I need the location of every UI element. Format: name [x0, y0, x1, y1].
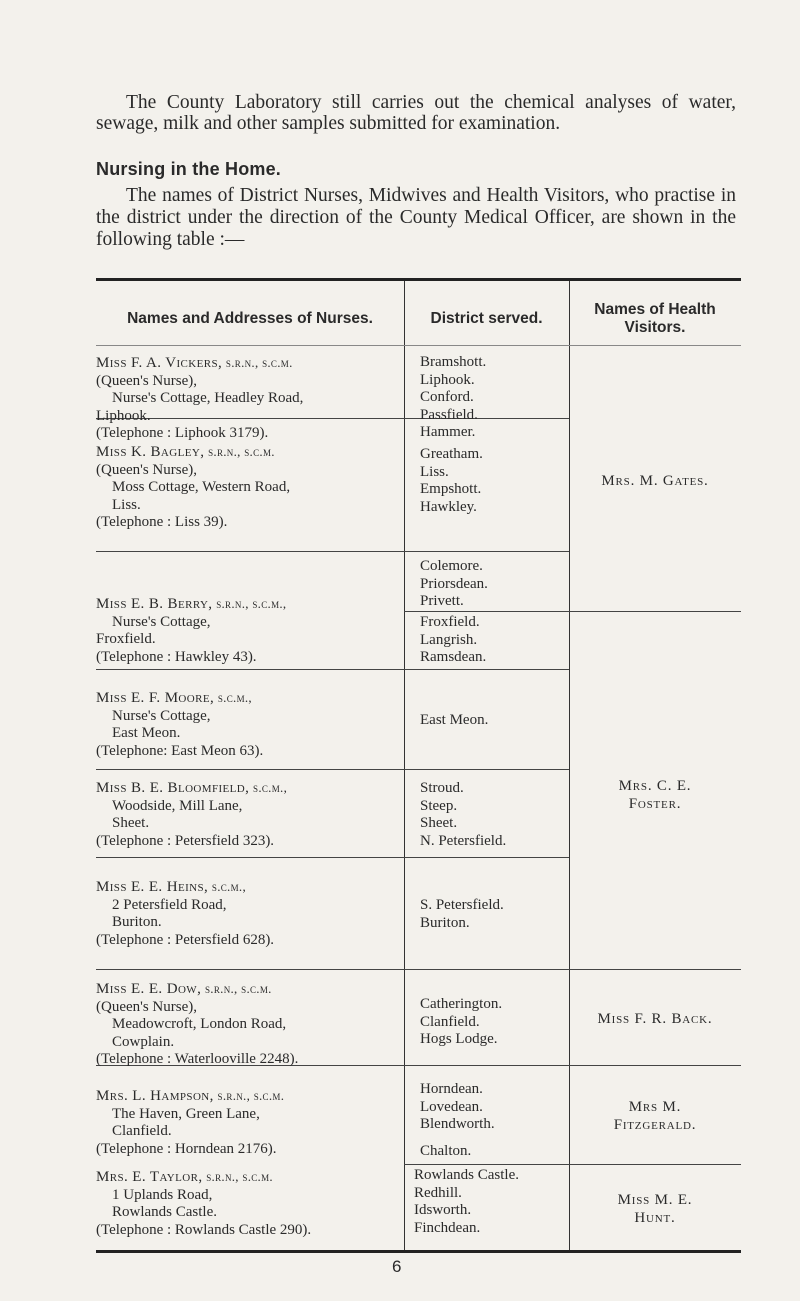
column-divider-1: [404, 281, 405, 1251]
health-visitor-line: Hunt.: [634, 1210, 676, 1226]
nurse-line: Cowplain.: [112, 1033, 175, 1050]
nurse-entry-1: [96, 332, 404, 443]
district-line: East Meon.: [420, 712, 489, 728]
nurse-name: Miss B. E. Bloomfield,: [96, 780, 250, 796]
district-separator-8: [404, 1065, 741, 1066]
health-visitor-line: Foster.: [628, 796, 682, 812]
nurse-line: (Telephone : Liphook 3179).: [96, 425, 269, 441]
nurse-qualifications: s.r.n., s.c.m.: [225, 355, 293, 370]
nurse-qualifications: s.r.n., s.c.m.: [204, 981, 272, 996]
nurse-entry-2: [96, 443, 404, 532]
district-line: Ramsdean.: [420, 649, 487, 665]
health-visitor-2: [569, 777, 741, 813]
district-line: Redhill.: [414, 1184, 462, 1201]
nurse-line: 1 Uplands Road,: [112, 1186, 213, 1203]
header-nurses: Names and Addresses of Nurses.: [127, 310, 373, 327]
nurse-name: Miss K. Bagley,: [96, 444, 205, 460]
nurse-qualifications: s.c.m.,: [217, 690, 252, 705]
district-line: Passfield.: [420, 406, 478, 423]
district-line: Bramshott.: [420, 354, 487, 370]
intro-text: [96, 92, 736, 134]
nurse-name: Miss E. B. Berry,: [96, 596, 213, 612]
district-group-11: [414, 1167, 519, 1237]
district-line: Rowlands Castle.: [414, 1167, 519, 1183]
nurse-line: Meadowcroft, London Road,: [112, 1016, 287, 1032]
nurse-name: Mrs. L. Hampson,: [96, 1088, 214, 1104]
nurse-line: Nurse's Cottage,: [112, 613, 211, 630]
nurse-entry-3: [96, 595, 404, 666]
district-line: Privett.: [420, 593, 464, 609]
nurse-entry-8: [96, 1087, 404, 1158]
nurse-line: Woodside, Mill Lane,: [112, 797, 243, 814]
nurse-line: (Telephone : Horndean 2176).: [96, 1140, 277, 1157]
district-line: Clanfield.: [420, 1013, 480, 1030]
nurse-line: Nurse's Cottage, Headley Road,: [112, 390, 304, 406]
section-text: [96, 185, 736, 251]
district-line: Conford.: [420, 389, 474, 405]
district-separator-6: [404, 857, 569, 858]
district-group-10: [420, 1143, 471, 1161]
header-visitors-line-2: Visitors.: [624, 319, 686, 336]
nurse-entry-6: [96, 878, 404, 949]
nurse-line: 2 Petersfield Road,: [112, 896, 227, 913]
district-line: Hammer.: [420, 424, 476, 440]
district-separator-3: [404, 611, 741, 612]
district-line: Buriton.: [420, 914, 470, 931]
nurse-line: (Telephone : Hawkley 43).: [96, 648, 257, 665]
nurse-qualifications: s.r.n., s.c.m.: [206, 1169, 273, 1184]
district-line: Liss.: [420, 463, 449, 480]
district-separator-5: [404, 769, 569, 770]
district-line: Liphook.: [420, 371, 475, 388]
nurse-line: Liss.: [112, 496, 141, 513]
nurse-entry-7: [96, 980, 404, 1069]
header-visitors-line-1: Names of Health: [594, 301, 716, 318]
district-line: Colemore.: [420, 558, 483, 574]
nurse-line: (Queen's Nurse),: [96, 998, 198, 1015]
district-group-5: [420, 712, 488, 730]
district-separator-7: [404, 969, 741, 970]
nurse-entry-4: [96, 689, 404, 760]
district-group-3: [420, 558, 488, 611]
nurse-line: Sheet.: [112, 815, 150, 831]
district-line: Blendworth.: [420, 1116, 495, 1132]
health-visitor-line: Miss M. E.: [617, 1192, 693, 1208]
section-heading: Nursing in the Home.: [96, 159, 282, 179]
nurse-separator-2: [96, 551, 404, 552]
district-line: N. Petersfield.: [420, 832, 507, 849]
district-line: Stroud.: [420, 780, 464, 796]
district-group-4: [420, 614, 486, 667]
district-separator-4: [404, 669, 569, 670]
nurse-entry-5: [96, 779, 404, 850]
health-visitor-3: [569, 1010, 741, 1028]
district-line: Idsworth.: [414, 1202, 472, 1218]
section-paragraph: The names of District Nurses, Midwives and Health Visitors, who practise in the district under the direction of the County Medical Officer, are shown in the following table :—: [96, 185, 736, 250]
health-visitor-1: [569, 472, 741, 490]
table-top-rule: [96, 278, 741, 281]
district-line: Catherington.: [420, 996, 503, 1012]
nurse-name: Miss E. E. Heins,: [96, 879, 209, 895]
nurse-line: East Meon.: [112, 725, 181, 741]
district-line: Chalton.: [420, 1143, 472, 1159]
district-line: Sheet.: [420, 815, 458, 831]
district-line: Hawkley.: [420, 498, 477, 515]
district-line: Priorsdean.: [420, 575, 488, 592]
health-visitor-4: [569, 1098, 741, 1134]
nurse-line: Moss Cottage, Western Road,: [112, 479, 291, 495]
nurse-line: Rowlands Castle.: [112, 1204, 217, 1220]
district-group-2: [420, 446, 483, 516]
health-visitor-line: Fitzgerald.: [613, 1117, 697, 1133]
nurse-line: Nurse's Cottage,: [112, 707, 211, 724]
health-visitor-line: Mrs. M. Gates.: [601, 473, 709, 489]
nurse-name: Mrs. E. Taylor,: [96, 1169, 203, 1185]
nurse-line: (Queen's Nurse),: [96, 461, 198, 478]
intro-paragraph: The County Laboratory still carries out the chemical analyses of water, sewage, milk and other samples submitted for examination.: [96, 92, 736, 134]
nurse-qualifications: s.r.n., s.c.m.: [208, 444, 275, 459]
nurse-qualifications: s.c.m.,: [211, 879, 247, 894]
health-visitor-line: Mrs. C. E.: [618, 778, 692, 794]
nurse-separator-4: [96, 769, 404, 770]
nurse-qualifications: s.r.n., s.c.m.: [217, 1088, 285, 1103]
district-group-9: [420, 1081, 495, 1134]
nurse-separator-5: [96, 857, 404, 858]
nurse-line: The Haven, Green Lane,: [112, 1105, 260, 1122]
district-line: Greatham.: [420, 446, 483, 462]
health-visitor-line: Mrs M.: [628, 1099, 682, 1115]
district-line: S. Petersfield.: [420, 897, 504, 913]
district-line: Empshott.: [420, 481, 482, 497]
district-group-6: [420, 780, 506, 850]
nurse-line: (Telephone : Petersfield 628).: [96, 931, 275, 948]
district-line: Lovedean.: [420, 1098, 483, 1115]
nurse-separator-3: [96, 669, 404, 670]
table-bottom-rule: [96, 1250, 741, 1253]
district-line: Horndean.: [420, 1081, 483, 1097]
nurse-line: Froxfield.: [96, 631, 156, 647]
nurse-line: (Telephone : Petersfield 323).: [96, 832, 275, 849]
header-visitors: [569, 301, 741, 337]
district-line: Finchdean.: [414, 1219, 481, 1236]
nurse-line: (Telephone: East Meon 63).: [96, 742, 264, 759]
district-line: Steep.: [420, 797, 458, 814]
district-group-7: [420, 897, 504, 932]
district-line: Froxfield.: [420, 614, 480, 630]
district-line: Hogs Lodge.: [420, 1031, 498, 1047]
header-district: District served.: [430, 310, 543, 327]
nurse-line: Buriton.: [112, 914, 162, 930]
district-separator-9: [404, 1164, 741, 1165]
nurse-name: Miss F. A. Vickers,: [96, 355, 223, 371]
nurse-line: Liphook.: [96, 407, 151, 424]
nurse-qualifications: s.r.n., s.c.m.,: [216, 596, 287, 611]
nurse-line: (Queen's Nurse),: [96, 372, 198, 389]
district-group-1: [420, 330, 486, 442]
district-separator-2: [404, 551, 569, 552]
page-number: 6: [392, 1257, 402, 1276]
nurse-separator-6: [96, 969, 404, 970]
nurse-line: (Telephone : Waterlooville 2248).: [96, 1051, 299, 1067]
nurse-qualifications: s.c.m.,: [253, 780, 288, 795]
district-line: Langrish.: [420, 631, 478, 648]
nurse-entry-9: [96, 1168, 404, 1239]
health-visitor-line: Miss F. R. Back.: [597, 1011, 713, 1027]
nurse-name: Miss E. F. Moore,: [96, 690, 215, 706]
district-group-8: [420, 996, 502, 1049]
nurse-line: (Telephone : Rowlands Castle 290).: [96, 1221, 312, 1238]
nurse-name: Miss E. E. Dow,: [96, 981, 202, 997]
health-visitor-5: [569, 1191, 741, 1227]
nurse-line: Clanfield.: [112, 1123, 172, 1139]
nurse-line: (Telephone : Liss 39).: [96, 514, 228, 530]
